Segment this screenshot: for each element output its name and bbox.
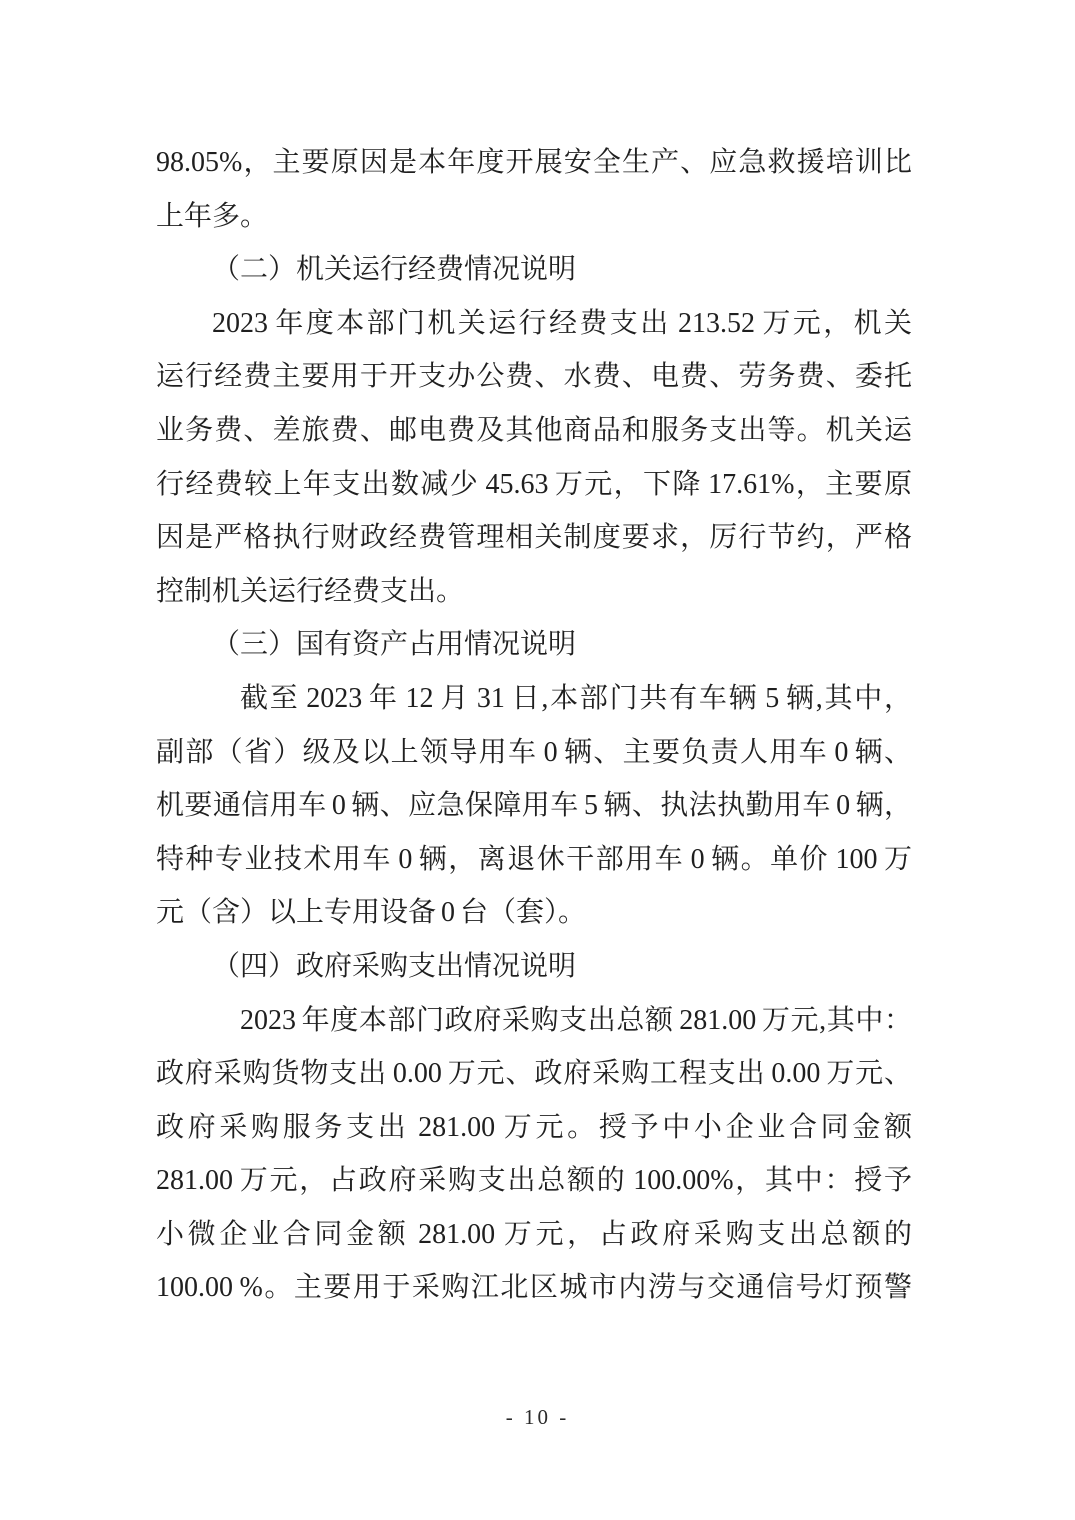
text-line: 因是严格执行财政经费管理相关制度要求，厉行节约，严格 — [156, 522, 912, 554]
text-line: 行经费较上年支出数减少 45.63 万元，下降 17.61%，主要原 — [156, 468, 912, 500]
text-line: 上年多。 — [156, 200, 269, 232]
text-line: 政府采购服务支出 281.00 万元。授予中小企业合同金额 — [156, 1111, 912, 1143]
text-line: 2023 年度本部门机关运行经费支出 213.52 万元，机关 — [212, 307, 912, 339]
document-body — [156, 136, 912, 1315]
text-line: 98.05%，主要原因是本年度开展安全生产、应急救援培训比 — [156, 147, 912, 178]
text-line: 运行经费主要用于开支办公费、水费、电费、劳务费、委托 — [156, 361, 912, 393]
text-line: 100.00 %。主要用于采购江北区城市内涝与交通信号灯预警 — [156, 1272, 912, 1304]
section-heading — [156, 940, 912, 994]
text-line: 截至 2023 年 12 月 31 日,本部门共有车辆 5 辆,其中， — [240, 682, 912, 714]
text-line: 政府采购货物支出 0.00 万元、政府采购工程支出 0.00 万元、 — [156, 1058, 912, 1090]
paragraph — [156, 136, 912, 243]
paragraph — [156, 672, 912, 940]
text-line: （二）机关运行经费情况说明 — [212, 254, 577, 286]
text-line: （三）国有资产占用情况说明 — [212, 629, 577, 661]
text-line: 控制机关运行经费支出。 — [156, 575, 465, 607]
text-line: 281.00 万元，占政府采购支出总额的 100.00%，其中：授予 — [156, 1165, 912, 1197]
page-number: - 10 - — [505, 1405, 570, 1429]
section-heading — [156, 618, 912, 672]
text-line: （四）政府采购支出情况说明 — [212, 950, 577, 982]
text-line: 机要通信用车 0 辆、应急保障用车 5 辆、执法执勤用车 0 辆， — [156, 790, 912, 822]
section-heading — [156, 243, 912, 297]
paragraph — [156, 297, 912, 619]
text-line: 2023 年度本部门政府采购支出总额 281.00 万元,其中： — [240, 1004, 912, 1036]
text-line: 特种专业技术用车 0 辆，离退休干部用车 0 辆。单价 100 万 — [156, 843, 912, 875]
text-line: 元（含）以上专用设备 0 台（套）。 — [156, 897, 587, 929]
paragraph — [156, 994, 912, 1316]
text-line: 小微企业合同金额 281.00 万元，占政府采购支出总额的 — [156, 1218, 912, 1250]
text-line: 业务费、差旅费、邮电费及其他商品和服务支出等。机关运 — [156, 414, 912, 446]
text-line: 副部（省）级及以上领导用车 0 辆、主要负责人用车 0 辆、 — [156, 736, 912, 768]
